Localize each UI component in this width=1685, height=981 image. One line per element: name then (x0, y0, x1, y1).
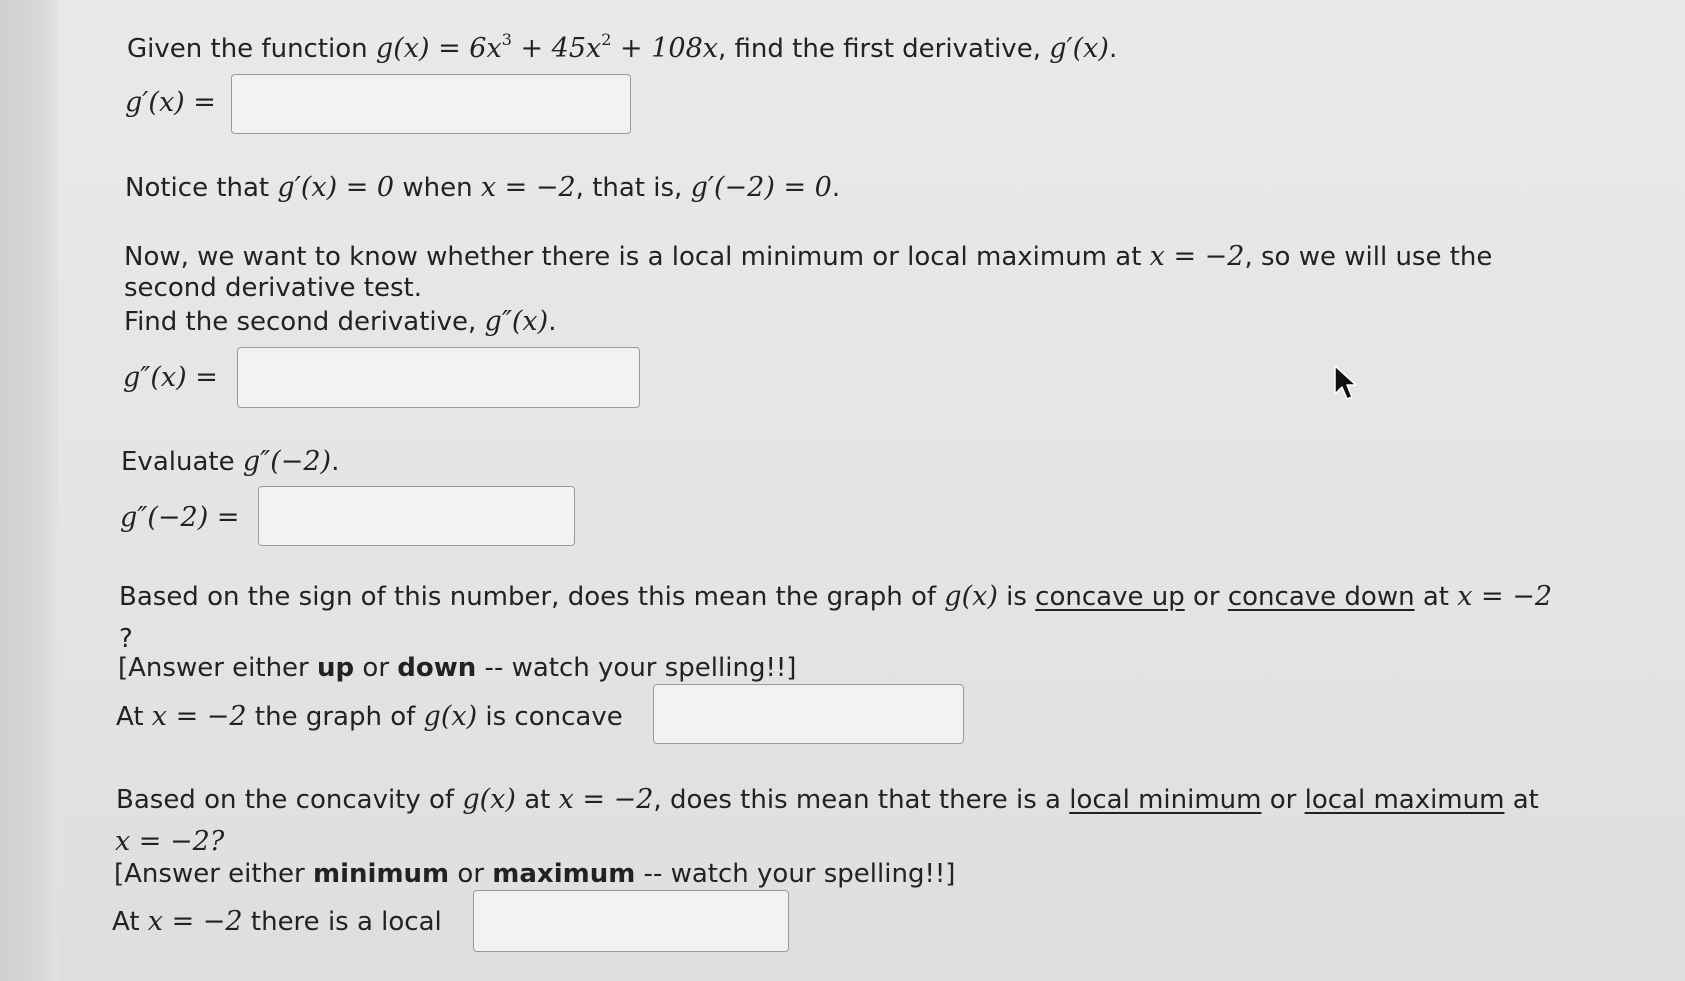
concave-down-link[interactable]: concave down (1227, 582, 1415, 612)
notice-text4: . (831, 173, 841, 203)
extremum-text5: at (1504, 785, 1539, 815)
q1-exp2: 2 (601, 30, 612, 49)
concavity-instr-close: -- watch your spelling!!] (476, 653, 797, 683)
notice-text2: when (394, 173, 481, 203)
concavity-question-mark: ? (119, 624, 133, 654)
extremum-question-line2 (115, 826, 224, 858)
concavity-answer-label (116, 701, 623, 733)
local-maximum-link[interactable]: local maximum (1304, 785, 1505, 815)
extremum-instr-close: -- watch your spelling!!] (635, 859, 956, 889)
evaluate-period: . (331, 447, 340, 477)
q1-exp3: 3 (501, 30, 512, 49)
extremum-answer-label (112, 906, 442, 938)
q1-gx-math: g(x) (375, 33, 430, 64)
find-math: g″(x) (484, 306, 549, 337)
extremum-math2: x = −2 (558, 784, 654, 815)
find-second-derivative (124, 306, 556, 338)
q1-eq: = (429, 33, 470, 64)
concavity-math2: x = −2 (1457, 581, 1553, 612)
extremum-ans-math1: x = −2 (147, 906, 243, 937)
extremum-line2-qmark: ? (209, 826, 225, 857)
find-period: . (548, 307, 557, 337)
concavity-ans-math2: g(x) (423, 701, 478, 732)
evaluate-label: g″(−2) = (120, 502, 240, 533)
concavity-input[interactable] (653, 684, 964, 744)
extremum-instr-min: minimum (313, 859, 450, 889)
extremum-ans-text1: At (112, 907, 148, 937)
question-function-statement (127, 30, 1118, 65)
second-derivative-input[interactable] (237, 347, 640, 408)
notice-math2: x = −2 (480, 172, 576, 203)
now-math1: x = −2 (1149, 241, 1245, 272)
concavity-ans-math1: x = −2 (151, 701, 247, 732)
concavity-text1: Based on the sign of this number, does this mean the graph of (119, 582, 945, 612)
now-text2: , so we will use the (1244, 242, 1493, 272)
concavity-ans-text2: the graph of (246, 702, 424, 732)
first-derivative-label: g′(x) = (125, 87, 216, 118)
concavity-instr-or: or (354, 653, 398, 683)
concavity-instr-up: up (317, 653, 355, 683)
evaluate-math: g″(−2) (242, 446, 332, 477)
concavity-instr-open: [Answer either (118, 653, 318, 683)
extremum-math1: g(x) (462, 784, 516, 815)
second-derivative-intro-line2: second derivative test. (124, 273, 422, 303)
q1-find-text: , find the first derivative, (718, 34, 1050, 64)
q1-gprime-math: g′(x) (1049, 33, 1109, 64)
extremum-text2: at (515, 785, 559, 815)
q1-term2: + 45x (511, 33, 602, 64)
notice-math1: g′(x) = 0 (277, 172, 395, 203)
concavity-math1: g(x) (944, 581, 998, 612)
concavity-instr-down: down (397, 653, 477, 683)
extremum-question (116, 784, 1539, 816)
concavity-instructions (118, 652, 796, 684)
extremum-instr-or: or (449, 859, 493, 889)
extremum-instructions (114, 858, 955, 890)
extremum-text4: or (1261, 785, 1305, 815)
concavity-text3: or (1184, 582, 1228, 612)
evaluate-text: Evaluate (121, 447, 243, 477)
concavity-ans-text3: is concave (477, 702, 623, 732)
concave-up-link[interactable]: concave up (1035, 582, 1185, 612)
q1-term1: 6x (469, 33, 502, 64)
concavity-text2: is (997, 582, 1036, 612)
extremum-instr-max: maximum (492, 859, 636, 889)
evaluate-statement (121, 446, 339, 478)
evaluate-input[interactable] (258, 486, 575, 546)
notice-math3: g′(−2) = 0 (690, 172, 832, 203)
concavity-ans-text1: At (116, 702, 152, 732)
first-derivative-input[interactable] (231, 74, 631, 134)
extremum-line2-math: x = −2 (115, 826, 210, 857)
extremum-instr-open: [Answer either (114, 859, 314, 889)
now-text1: Now, we want to know whether there is a local minimum or local maximum at (124, 242, 1150, 272)
q1-period: . (1108, 34, 1118, 64)
q1-term3: + 108x (611, 33, 718, 64)
concavity-text4: at (1414, 582, 1458, 612)
concavity-question (119, 581, 1552, 613)
extremum-ans-text2: there is a local (242, 907, 442, 937)
find-text: Find the second derivative, (124, 307, 485, 337)
local-minimum-link[interactable]: local minimum (1069, 785, 1262, 815)
extremum-text1: Based on the concavity of (116, 785, 463, 815)
mouse-pointer-icon (1333, 364, 1359, 404)
page-shadow (0, 0, 58, 981)
notice-text3: , that is, (575, 173, 691, 203)
second-derivative-label: g″(x) = (123, 362, 218, 393)
second-derivative-intro (124, 241, 1492, 273)
q1-intro-text: Given the function (127, 34, 376, 64)
notice-statement (125, 172, 840, 204)
extremum-text3: , does this mean that there is a (653, 785, 1070, 815)
extremum-input[interactable] (473, 890, 789, 952)
notice-text1: Notice that (125, 173, 278, 203)
